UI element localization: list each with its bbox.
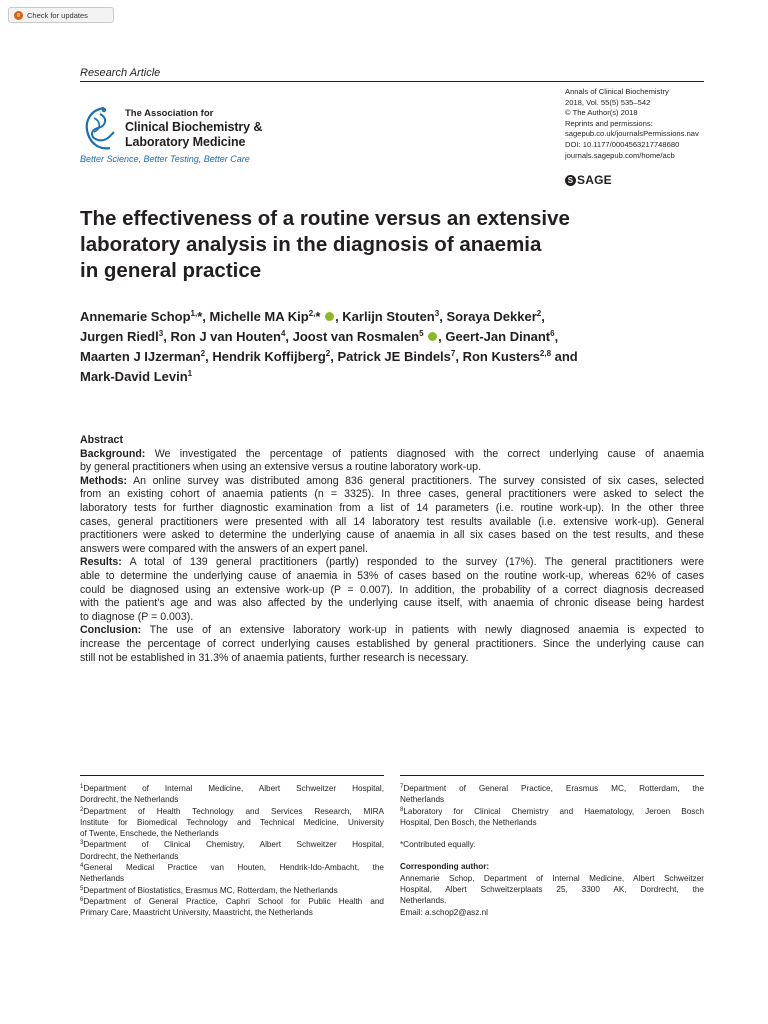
author-name[interactable]: Joost van Rosmalen [292, 329, 420, 344]
crossmark-icon [14, 11, 23, 20]
author-affiliation-sup: 7 [450, 349, 456, 358]
author-equal-contribution-mark: * [315, 309, 321, 324]
affiliation-text: Department of Health Technology and Services Research, MIRA [83, 806, 384, 816]
affiliation-text: General Medical Practice van Houten, Hendrik-Ido-Ambacht, the [83, 863, 384, 873]
author-line [80, 307, 710, 327]
author-separator: , [330, 349, 338, 364]
title-line: The effectiveness of a routine versus an extensive [80, 207, 570, 230]
abstract-line [80, 529, 704, 543]
affiliation-line [80, 851, 384, 862]
affiliation-number: 3 [80, 840, 84, 847]
article-type: Research Article [80, 67, 161, 79]
abstract-text: still not be established in 31.3% of anaemia patients, further research is necessary. [80, 651, 469, 664]
abstract-text: increase the percentage of correct underlying causes established by general practitioners. Since the underlying cause can [80, 637, 704, 650]
affiliation-line [80, 806, 384, 817]
abstract-text: able to determine the underlying cause of anaemia in 53% of cases based on the routine work-up, whereas 62% of cases [80, 569, 704, 582]
corresponding-author-heading: Corresponding author: [400, 862, 490, 872]
affiliation-text: Hospital, Den Bosch, the Netherlands [400, 817, 537, 827]
affiliation-line [400, 806, 704, 817]
abstract-text: An online survey was distributed among 836 general practitioners. The survey consisted of six cases, selected [133, 474, 705, 487]
affiliation-text: Department of General Practice, Caphri School for Public Health and [83, 896, 384, 906]
author-separator: , [335, 309, 343, 324]
journal-copyright: © The Author(s) 2018 [565, 108, 638, 118]
orcid-icon[interactable] [428, 332, 437, 341]
journal-reprints: Reprints and permissions: [565, 118, 653, 128]
footnote-spacer [400, 828, 704, 839]
author-affiliation-sup: 3 [158, 329, 164, 338]
author-list [80, 307, 710, 387]
author-name[interactable]: Hendrik Koffijberg [212, 349, 326, 364]
author-name[interactable]: Karlijn Stouten [342, 309, 435, 324]
abstract-text: A total of 139 general practitioners (partly) responded to the survey (17%). The general practitioners were [129, 556, 704, 569]
abstract-line [80, 502, 704, 516]
author-affiliation-sup: 2, [308, 309, 316, 318]
abstract-text: answers were compared with the answers of an expert panel. [80, 542, 368, 555]
author-name[interactable]: Patrick JE Bindels [337, 349, 451, 364]
affiliation-text: Netherlands [80, 874, 125, 884]
contributed-equally-note: *Contributed equally. [400, 840, 476, 850]
author-name[interactable]: Mark-David Levin [80, 369, 188, 384]
affiliation-number: 5 [80, 885, 84, 892]
corresponding-author-line: Netherlands. [400, 896, 447, 906]
abstract-text: from an existing cohort of anaemia patients (n = 3325). In three cases, general practitioners were asked to select the [80, 488, 704, 501]
affiliation-line [400, 794, 704, 805]
abstract-line [80, 611, 704, 625]
affiliation-text: Institute for Biomedical Technology and Technical Medicine, University [80, 817, 384, 827]
affiliation-line [400, 783, 704, 794]
affiliation-line [80, 794, 384, 805]
corresponding-author-line: Hospital, Albert Schweitzerplaats 25, 3300 AK, Dordrecht, the [400, 885, 704, 895]
affiliation-line [80, 896, 384, 907]
affiliation-number: 4 [80, 863, 84, 870]
author-separator: and [551, 349, 578, 364]
affiliation-text: Primary Care, Maastricht University, Maastricht, the Netherlands [80, 908, 313, 918]
author-separator: , [554, 329, 559, 344]
affiliation-line [80, 873, 384, 884]
abstract-section-label: Conclusion: [80, 624, 142, 637]
affiliation-text: Dordrecht, the Netherlands [80, 795, 179, 805]
abstract-text: could be diagnosed using an extensive work-up (P = 0.007). In addition, the probability of a correct diagnosis decreased [80, 583, 704, 596]
author-name[interactable]: Ron Kusters [462, 349, 540, 364]
publisher-name: SAGE [577, 173, 612, 187]
article-title [80, 206, 680, 284]
affiliation-line [80, 783, 384, 794]
header-rule [80, 81, 704, 82]
abstract-line [80, 638, 704, 652]
author-affiliation-sup: 2 [200, 349, 206, 358]
abstract-line [80, 570, 704, 584]
author-name[interactable]: Geert-Jan Dinant [445, 329, 551, 344]
author-name[interactable]: Soraya Dekker [446, 309, 537, 324]
title-line: laboratory analysis in the diagnosis of anaemia [80, 233, 542, 256]
abstract-text: with the patient’s age and was also affected by the underlying cause itself, with anaemia of chronic disease being hardest [80, 597, 704, 610]
affiliation-text: Dordrecht, the Netherlands [80, 851, 179, 861]
abstract-line [80, 597, 704, 611]
affiliation-text: Laboratory for Clinical Chemistry and Haematology, Jeroen Bosch [403, 806, 704, 816]
abstract-line [80, 516, 704, 530]
affiliations-left [80, 783, 384, 919]
check-for-updates-label: Check for updates [27, 10, 88, 20]
affiliation-text: Department of General Practice, Erasmus MC, Rotterdam, the [403, 784, 704, 793]
abstract-line [80, 652, 704, 666]
abstract-text: by general practitioners when using an extensive versus a routine laboratory work-up. [80, 461, 482, 474]
abstract-section-label: Background: [80, 447, 146, 460]
affiliation-line [400, 817, 704, 828]
affiliation-text: Department of Internal Medicine, Albert Schweitzer Hospital, [83, 784, 384, 793]
footnote-rule-left [80, 775, 384, 776]
author-name[interactable]: Maarten J IJzerman [80, 349, 201, 364]
author-name[interactable]: Annemarie Schop [80, 309, 191, 324]
title-line: in general practice [80, 259, 262, 282]
author-name[interactable]: Ron J van Houten [170, 329, 281, 344]
author-separator: , [163, 329, 171, 344]
affiliation-number: 7 [400, 784, 404, 790]
abstract-line [80, 543, 704, 557]
affiliation-text: Department of Clinical Chemistry, Albert Schweitzer Hospital, [83, 840, 384, 850]
affiliation-line [80, 839, 384, 850]
author-name[interactable]: Jurgen Riedl [80, 329, 159, 344]
affiliation-line [80, 885, 384, 896]
footnote-spacer [400, 850, 704, 861]
abstract-heading: Abstract [80, 434, 123, 446]
abstract-section-label: Results: [80, 556, 122, 569]
author-affiliation-sup: 1, [190, 309, 198, 318]
author-affiliation-sup: 1 [187, 369, 193, 378]
journal-citation: 2018, Vol. 55(5) 535–542 [565, 97, 651, 107]
author-line [80, 347, 710, 367]
author-affiliation-sup: 5 [419, 329, 424, 338]
affiliation-number: 8 [400, 806, 404, 813]
author-affiliation-sup: 2 [536, 309, 542, 318]
author-affiliation-sup: 4 [280, 329, 286, 338]
society-name-line1: The Association for [125, 108, 214, 119]
journal-name: Annals of Clinical Biochemistry [565, 87, 669, 96]
abstract-line [80, 448, 704, 462]
author-separator: , [205, 349, 213, 364]
society-tagline: Better Science, Better Testing, Better Care [80, 154, 250, 164]
abstract-line [80, 461, 704, 475]
sage-circle-icon: S [565, 175, 576, 186]
abstract [80, 434, 704, 665]
author-name[interactable]: Michelle MA Kip [209, 309, 309, 324]
journal-reprints-link[interactable]: sagepub.co.uk/journalsPermissions.nav [565, 129, 699, 139]
journal-url[interactable]: journals.sagepub.com/home/acb [565, 150, 675, 160]
affiliation-line [80, 817, 384, 828]
publisher-logo [565, 173, 612, 187]
affiliation-number: 6 [80, 896, 84, 903]
author-separator: , [455, 349, 463, 364]
abstract-text: to diagnose (P = 0.003). [80, 610, 194, 623]
author-affiliation-sup: 6 [550, 329, 555, 338]
footnote-rule-right [400, 775, 704, 776]
corresponding-author-email[interactable]: Email: a.schop2@asz.nl [400, 907, 488, 917]
abstract-text: We investigated the percentage of patients diagnosed with the correct underlying cause of anaemia [154, 447, 704, 460]
abstract-line [80, 475, 704, 489]
abstract-line [80, 624, 704, 638]
abstract-text: laboratory tests for further diagnostic examination from a list of 14 parameters (i.e. routine work-up). In the other three [80, 501, 704, 514]
check-for-updates-button[interactable] [8, 7, 114, 23]
affiliations-right [400, 783, 704, 918]
abstract-line [80, 556, 704, 570]
author-separator: , [202, 309, 210, 324]
abstract-text: cases, general practitioners were presented with all 14 laboratory test results available (i.e. extensive work-up). General [80, 515, 704, 528]
abstract-line [80, 584, 704, 598]
abstract-text: practitioners were asked to determine the underlying cause of anaemia in all six cases based on the test results, and these [80, 529, 704, 542]
affiliation-number: 2 [80, 806, 84, 813]
author-affiliation-sup: 3 [434, 309, 440, 318]
journal-doi[interactable]: DOI: 10.1177/0004563217748680 [565, 139, 680, 149]
society-name-line3: Laboratory Medicine [125, 135, 246, 149]
author-equal-contribution-mark: * [197, 309, 203, 324]
orcid-icon[interactable] [325, 312, 334, 321]
author-separator: , [439, 309, 447, 324]
society-name-line2: Clinical Biochemistry & [125, 120, 263, 134]
abstract-section-label: Methods: [80, 474, 128, 487]
author-separator: , [438, 329, 446, 344]
author-line [80, 367, 710, 387]
affiliation-line [80, 862, 384, 873]
affiliation-line [80, 907, 384, 918]
affiliation-text: Netherlands [400, 795, 445, 805]
author-affiliation-sup: 2 [325, 349, 331, 358]
author-line [80, 327, 710, 347]
affiliation-text: Department of Biostatistics, Erasmus MC, Rotterdam, the Netherlands [83, 885, 338, 895]
journal-info [565, 87, 735, 161]
affiliation-text: of Twente, Enschede, the Netherlands [80, 829, 219, 839]
author-separator: , [541, 309, 545, 324]
abstract-text: The use of an extensive laboratory work-up in patients with newly diagnosed anaemia is expected to [149, 624, 704, 637]
affiliation-number: 1 [80, 784, 84, 790]
author-separator: , [285, 329, 293, 344]
society-logo-icon [80, 104, 122, 154]
abstract-line [80, 488, 704, 502]
corresponding-author-line: Annemarie Schop, Department of Internal Medicine, Albert Schweitzer [400, 873, 704, 883]
affiliation-line [80, 828, 384, 839]
author-affiliation-sup: 2,8 [539, 349, 552, 358]
